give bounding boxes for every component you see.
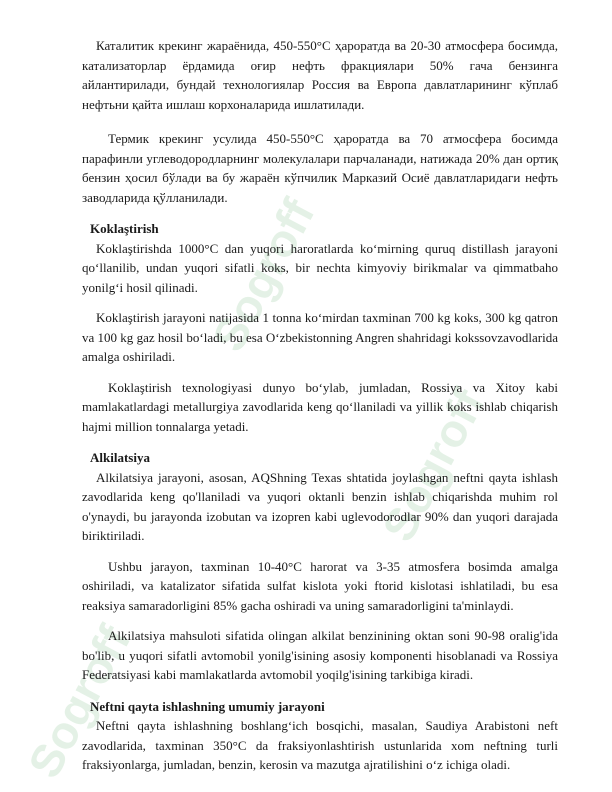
heading-koklashtirish: Koklaştirish (90, 221, 159, 236)
paragraph-thermal-cracking: Термик крекинг усулида 450-550°С ҳароратда ва 70 атмосфера босимда парафинли углеводородларнинг молекулалари парчаланади, натижада 20% дан ортиқ бензин ҳосил бўлади ва бу жараён кўпчилик Марказий Осиё давлатларидаги нефть заводларида қўлланилади. (82, 131, 558, 205)
paragraph-alkilatsiya-3: Alkilatsiya mahsuloti sifatida olingan alkilat benzinining oktan soni 90-98 oralig'ida bo'lib, u yuqori sifatli avtomobil yonilg'isining asosiy komponenti hisoblanadi va Rossiya Federatsiyasi kabi mamlakatlarda avtomobil yoqilg'isining tarkibiga kiradi. (82, 628, 558, 682)
paragraph-neftni-qayta-1: Neftni qayta ishlashning boshlang‘ich bosqichi, masalan, Saudiya Arabistoni neft zavodlarida, taxminan 350°C da fraksiyonlashtirish ustunlarida xom neftning turli fraksiyonlarga, jumladan, benzin, kerosin va mazutga ajratilishini o‘z ichiga oladi. (82, 718, 558, 772)
paragraph-koklashtirish-3: Koklaştirish texnologiyasi dunyo bo‘ylab, jumladan, Rossiya va Xitoy kabi mamlakatlardagi metallurgiya zavodlarida keng qo‘llaniladi va yillik koks ishlab chiqarish hajmi million tonnalarga yetadi. (82, 379, 558, 434)
paragraph-alkilatsiya-1: Alkilatsiya jarayoni, asosan, AQShning Texas shtatida joylashgan neftni qayta ishlash zavodlarida keng qo'llaniladi va yuqori oktanli benzin ishlab chiqarishda muhim rol o'ynaydi, bu jarayonda izobutan va izopren kabi uglevodorodlar 90% dan yuqori darajada biriktiriladi. (82, 469, 558, 543)
watermark-text: Sogroff (371, 380, 495, 550)
watermark-text: Sogroff (17, 617, 141, 786)
heading-alkilatsiya: Alkilatsiya (90, 450, 150, 465)
paragraph-koklashtirish-2: Koklaştirish jarayoni natijasida 1 tonna ko‘mirdan taxminan 700 kg koks, 300 kg qatron va 100 kg gaz hosil bo‘ladi, bu esa O‘zbekistonning Angren shahridagi kokssovzavodlarida amalga oshiriladi. (82, 310, 558, 364)
heading-neftni-qayta: Neftni qayta ishlashning umumiy jarayoni (90, 698, 325, 714)
paragraph-catalytic-cracking: Каталитик крекинг жараёнида, 450-550°С ҳароратда ва 20-30 атмосфера босимда, катализаторлар ёрдамида оғир нефть фракциялари 50% гача бензинга айлантирилади, бундай технологиялар Россия ва Европа давлатларининг кўплаб нефтьни қайта ишлаш корхоналарида ишлатилади. (82, 38, 558, 112)
paragraph-alkilatsiya-2: Ushbu jarayon, taxminan 10-40°C harorat va 3-35 atmosfera bosimda amalga oshiriladi, va katalizator sifatida sulfat kislota yoki ftorid kislotasi ishlatiladi, bu esa reaksiya samaradorligini 85% gacha oshiradi va uning samaradorligini ta'minlaydi. (82, 558, 558, 613)
paragraph-koklashtirish-1: Koklaştirishda 1000°C dan yuqori haroratlarda ko‘mirning quruq distillash jarayoni qo‘llanilib, undan yuqori sifatli koks, bir nechta kimyoviy birikmalar va qimmatbaho yonilg‘i hosil qilinadi. (82, 240, 558, 295)
watermark-text: Sogroff (201, 190, 325, 360)
